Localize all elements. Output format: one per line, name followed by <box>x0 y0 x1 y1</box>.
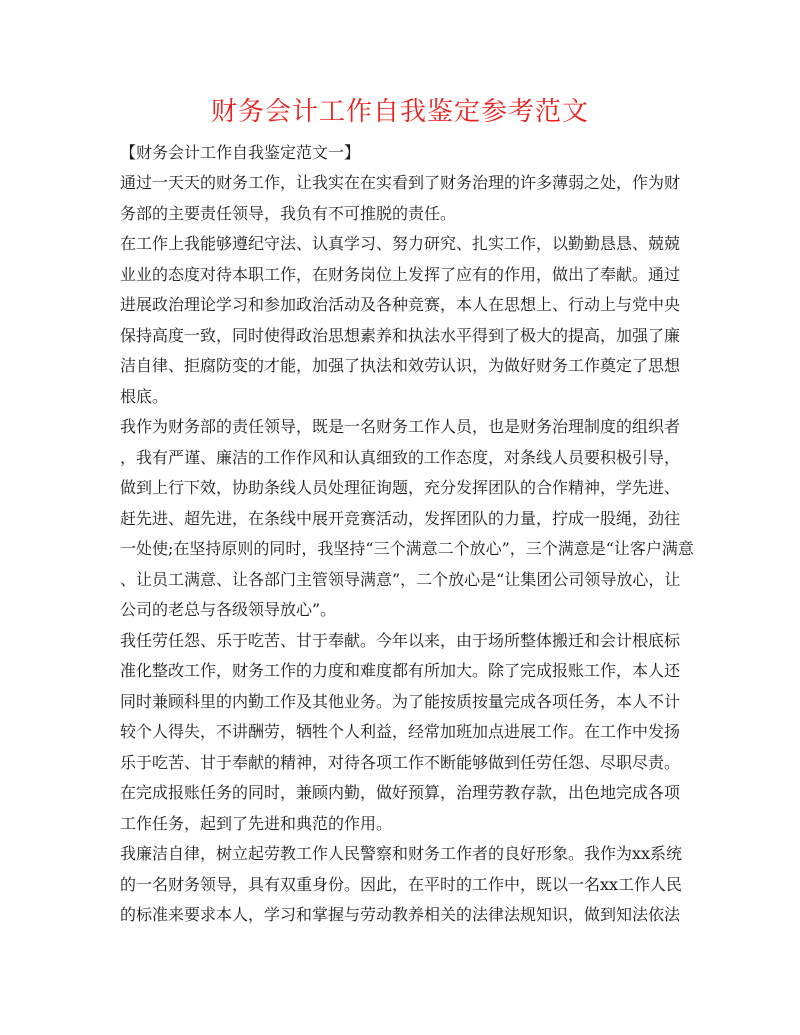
text-line: 进展政治理论学习和参加政治活动及各种竞赛，本人在思想上、行动上与党中央 <box>120 295 681 314</box>
text-line: 工作任务，起到了先进和典范的作用。 <box>120 813 393 833</box>
text-line: 的标准来要求本人，学习和掌握与劳动教养相关的法律法规知识，做到知法依法 <box>120 905 681 924</box>
document-page <box>120 92 694 931</box>
text-line: 同时兼顾科里的内勤工作及其他业务。为了能按质按量完成各项任务，本人不计 <box>120 691 681 711</box>
paragraph-3 <box>120 412 694 626</box>
paragraph-5 <box>120 839 683 931</box>
text-line: 业业的态度对待本职工作，在财务岗位上发挥了应有的作用，做出了奉献。通过 <box>120 264 681 284</box>
text-line: 洁自律、拒腐防变的才能，加强了执法和效劳认识，为做好财务工作奠定了思想 <box>120 356 681 375</box>
text-line: 保持高度一致，同时使得政治思想素养和执法水平得到了极大的提高，加强了廉 <box>120 325 681 345</box>
text-line: 做到上行下效，协助条线人员处理征询题，充分发挥团队的合作精神，学先进、 <box>120 478 681 497</box>
text-line: 、让员工满意、让各部门主管领导满意”，二个放心是“让集团公司领导放心，让 <box>120 569 681 589</box>
text-line: 我廉洁自律，树立起劳教工作人民警察和财务工作者的良好形象。我作为xx系统 <box>120 844 683 863</box>
text-line: 乐于吃苦、甘于奉献的精神，对待各项工作不断能够做到任劳任怨、尽职尽责。 <box>120 752 681 772</box>
paragraph-2 <box>120 229 680 412</box>
text-line: 的一名财务领导，具有双重身份。因此，在平时的工作中，既以一名xx工作人民 <box>120 874 683 894</box>
text-line: 赶先进、超先进，在条线中展开竞赛活动，发挥团队的力量，拧成一股绳，劲往 <box>120 508 681 528</box>
text-line: 在工作上我能够遵纪守法、认真学习、努力研究、扎实工作，以勤勤恳恳、兢兢 <box>120 234 681 253</box>
text-line: 公司的老总与各级领导放心”。 <box>120 600 337 619</box>
text-line: 我任劳任怨、乐于吃苦、甘于奉献。今年以来，由于场所整体搬迁和会计根底标 <box>120 630 681 650</box>
paragraph-1 <box>120 168 680 229</box>
text-line: 一处使;在坚持原则的同时，我坚持“三个满意二个放心”，三个满意是“让客户满意 <box>120 539 694 558</box>
text-line: 根底。 <box>120 386 169 406</box>
paragraph-4 <box>120 626 680 840</box>
text-line: 我作为财务部的责任领导，既是一名财务工作人员，也是财务治理制度的组织者 <box>120 417 681 436</box>
section-heading: 【财务会计工作自我鉴定范文一】 <box>120 143 361 162</box>
text-line: 务部的主要责任领导，我负有不可推脱的责任。 <box>120 203 457 223</box>
text-line: 较个人得失，不讲酬劳，牺牲个人利益，经常加班加点进展工作。在工作中发扬 <box>120 722 681 741</box>
text-line: ，我有严谨、廉洁的工作作风和认真细致的工作态度，对条线人员要积极引导， <box>120 447 681 467</box>
page-title: 财务会计工作自我鉴定参考范文 <box>210 97 589 127</box>
text-line: 在完成报账任务的同时，兼顾内勤，做好预算，治理劳教存款，出色地完成各项 <box>120 783 681 802</box>
text-line: 通过一天天的财务工作，让我实在在实看到了财务治理的许多薄弱之处，作为财 <box>120 173 681 192</box>
text-line: 准化整改工作，财务工作的力度和难度都有所加大。除了完成报账工作，本人还 <box>120 661 681 680</box>
